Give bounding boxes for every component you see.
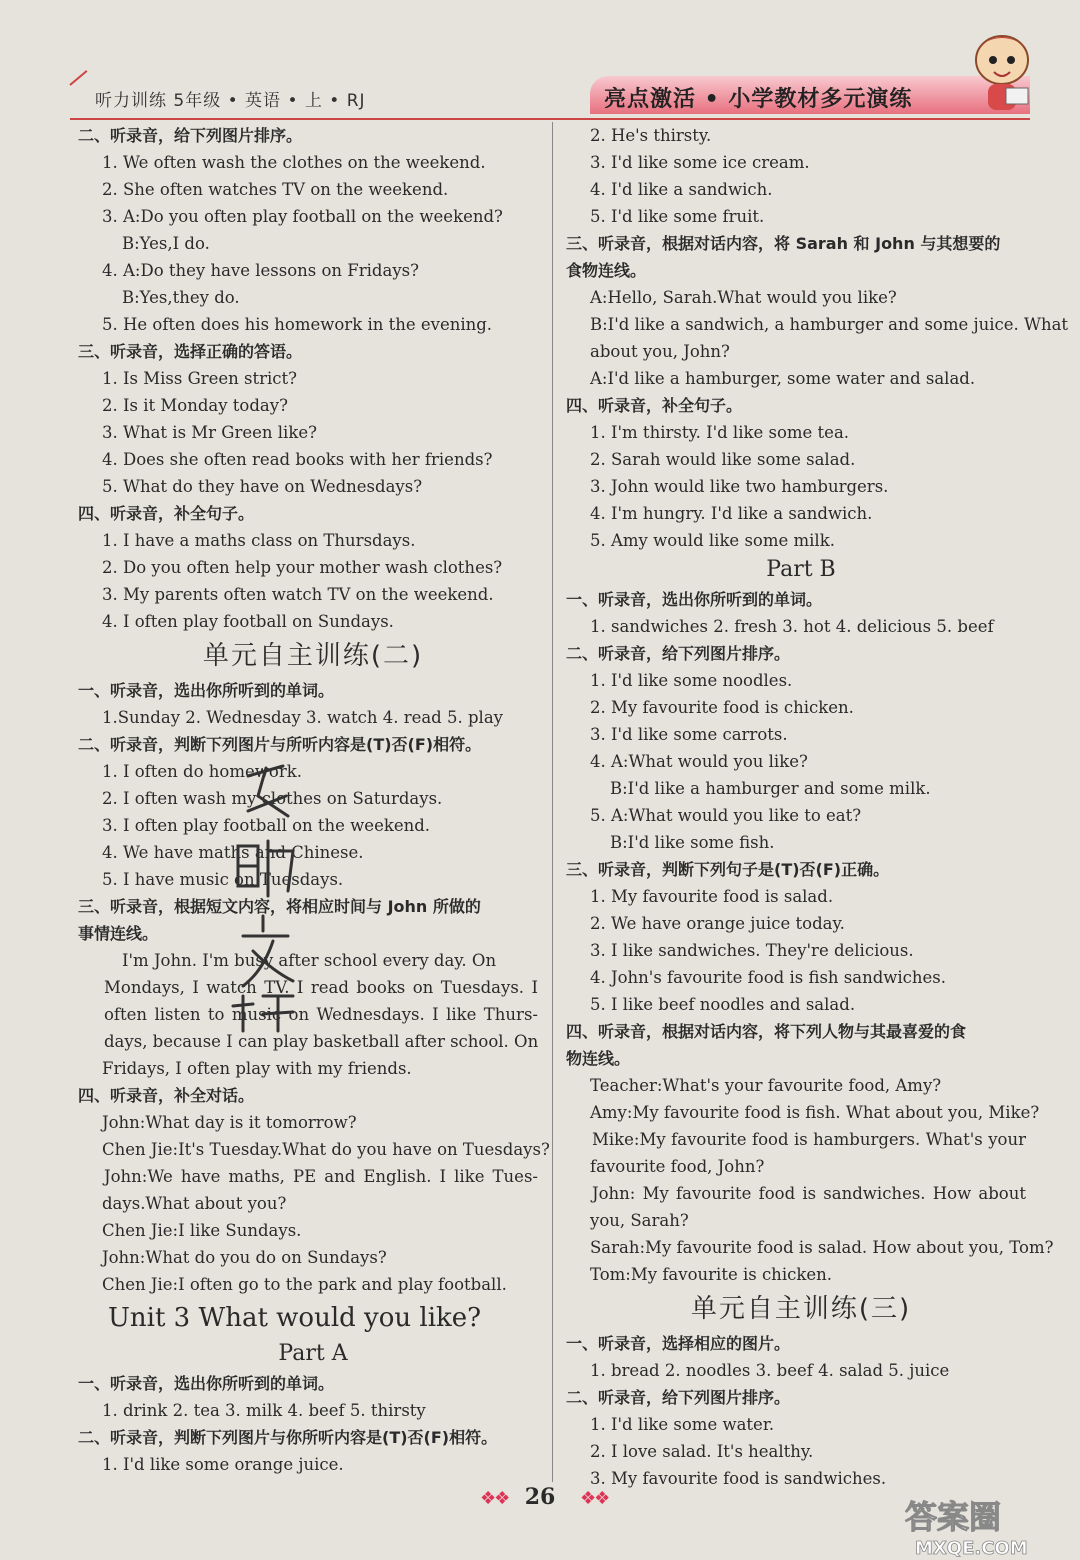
- page-ornament-left: ❖❖: [480, 1488, 509, 1509]
- section-heading: 事情连线。: [78, 924, 159, 943]
- text-line: 2. Is it Monday today?: [102, 396, 288, 415]
- text-line: 2. He's thirsty.: [590, 126, 712, 145]
- text-line: 2. I often wash my clothes on Saturdays.: [102, 789, 443, 808]
- text-line: John:We have maths, PE and English. I like Tues-: [104, 1167, 538, 1186]
- section-heading: 一、听录音，选择相应的图片。: [566, 1334, 791, 1353]
- text-line: 3. A:Do you often play football on the weekend?: [102, 207, 503, 226]
- section-heading: 四、听录音，补全句子。: [566, 396, 743, 415]
- text-line: often listen to music on Wednesdays. I like Thurs-: [104, 1005, 538, 1024]
- unit-training-title: 单元自主训练(三): [690, 1294, 912, 1324]
- text-line: 1. I have a maths class on Thursdays.: [102, 531, 416, 550]
- text-line: 2. I love salad. It's healthy.: [590, 1442, 814, 1461]
- text-line: 3. What is Mr Green like?: [102, 423, 317, 442]
- text-line: 4. I often play football on Sundays.: [102, 612, 394, 631]
- part-title: Part B: [766, 557, 836, 582]
- text-line: B:I'd like a hamburger and some milk.: [610, 779, 931, 798]
- text-line: Chen Jie:It's Tuesday.What do you have on Tuesdays?: [102, 1140, 550, 1159]
- page-header: [0, 0, 1080, 120]
- text-line: Amy:My favourite food is fish. What about you, Mike?: [590, 1103, 1040, 1122]
- watermark-logo: [895, 1490, 1075, 1560]
- text-line: days, because I can play basketball after school. On: [104, 1032, 539, 1051]
- text-line: 1. I'd like some orange juice.: [102, 1455, 344, 1474]
- text-line: A:I'd like a hamburger, some water and salad.: [590, 369, 976, 388]
- text-line: about you, John?: [590, 342, 730, 361]
- section-heading: 三、听录音，选择正确的答语。: [78, 342, 303, 361]
- watermark-top: 答案圈: [905, 1498, 1002, 1536]
- part-title: Part A: [278, 1341, 348, 1366]
- text-line: Chen Jie:I like Sundays.: [102, 1221, 302, 1240]
- text-line: John:What day is it tomorrow?: [102, 1113, 357, 1132]
- watermark-bottom: MXQE.COM: [915, 1538, 1028, 1559]
- header-book-info: 听力训练 5年级 • 英语 • 上 • RJ: [95, 91, 366, 111]
- text-line: 1.Sunday 2. Wednesday 3. watch 4. read 5. play: [102, 708, 503, 727]
- section-heading: 食物连线。: [566, 261, 647, 280]
- text-line: 1. I'd like some water.: [590, 1415, 775, 1434]
- text-line: B:Yes,they do.: [122, 288, 240, 307]
- text-line: 3. I'd like some ice cream.: [590, 153, 810, 172]
- text-line: 1. bread 2. noodles 3. beef 4. salad 5. juice: [590, 1361, 950, 1380]
- text-line: Mondays, I watch TV. I read books on Tuesdays. I: [104, 978, 538, 997]
- text-line: 3. I like sandwiches. They're delicious.: [590, 941, 914, 960]
- text-line: 4. John's favourite food is fish sandwiches.: [590, 968, 947, 987]
- text-line: 2. We have orange juice today.: [590, 914, 845, 933]
- text-line: 1. drink 2. tea 3. milk 4. beef 5. thirsty: [102, 1401, 426, 1420]
- text-line: Teacher:What's your favourite food, Amy?: [590, 1076, 942, 1095]
- section-heading: 物连线。: [566, 1049, 631, 1068]
- text-line: John: My favourite food is sandwiches. How about: [592, 1184, 1026, 1203]
- text-line: 5. What do they have on Wednesdays?: [102, 477, 423, 496]
- section-heading: 三、听录音，判断下列句子是(T)否(F)正确。: [566, 860, 890, 879]
- text-line: 5. I like beef noodles and salad.: [590, 995, 856, 1014]
- text-line: 5. I'd like some fruit.: [590, 207, 765, 226]
- left-column: [78, 122, 548, 1478]
- text-line: 4. I'm hungry. I'd like a sandwich.: [590, 504, 873, 523]
- text-line: 4. I'd like a sandwich.: [590, 180, 773, 199]
- text-line: 4. A:Do they have lessons on Fridays?: [102, 261, 419, 280]
- page-number: 26: [524, 1484, 556, 1510]
- header-rule: [70, 118, 1030, 120]
- section-heading: 四、听录音，根据对话内容，将下列人物与其最喜爱的食: [566, 1022, 967, 1041]
- text-line: 4. A:What would you like?: [590, 752, 808, 771]
- text-line: 1. We often wash the clothes on the weekend.: [102, 153, 486, 172]
- text-line: Mike:My favourite food is hamburgers. What's your: [592, 1130, 1026, 1149]
- text-line: 1. I'm thirsty. I'd like some tea.: [590, 423, 850, 442]
- text-line: B:I'd like a sandwich, a hamburger and some juice. What: [590, 315, 1069, 334]
- section-heading: 二、听录音，给下列图片排序。: [78, 126, 303, 145]
- section-heading: 三、听录音，根据短文内容，将相应时间与 John 所做的: [78, 897, 481, 916]
- section-heading: 一、听录音，选出你所听到的单词。: [78, 681, 335, 700]
- text-line: B:I'd like some fish.: [610, 833, 775, 852]
- text-line: 4. We have maths and Chinese.: [102, 843, 364, 862]
- header-series-title: 亮点激活 • 小学教材多元演练: [604, 87, 913, 112]
- section-heading: 一、听录音，选出你所听到的单词。: [566, 590, 823, 609]
- text-line: 3. I often play football on the weekend.: [102, 816, 431, 835]
- text-line: 3. My parents often watch TV on the weekend.: [102, 585, 494, 604]
- text-line: 1. I often do homework.: [102, 762, 302, 781]
- text-line: 5. I have music on Tuesdays.: [102, 870, 344, 889]
- section-heading: 二、听录音，给下列图片排序。: [566, 1388, 791, 1407]
- text-line: days.What about you?: [102, 1194, 287, 1213]
- section-heading: 二、听录音，给下列图片排序。: [566, 644, 791, 663]
- text-line: 5. A:What would you like to eat?: [590, 806, 862, 825]
- text-line: John:What do you do on Sundays?: [102, 1248, 387, 1267]
- section-heading: 三、听录音，根据对话内容，将 Sarah 和 John 与其想要的: [566, 234, 1001, 253]
- text-line: Fridays, I often play with my friends.: [102, 1059, 412, 1078]
- text-line: 1. I'd like some noodles.: [590, 671, 793, 690]
- text-line: 1. Is Miss Green strict?: [102, 369, 298, 388]
- text-line: 3. I'd like some carrots.: [590, 725, 788, 744]
- unit-training-title: 单元自主训练(二): [202, 641, 424, 671]
- text-line: I'm John. I'm busy after school every day. On: [122, 951, 497, 970]
- header-slash-decoration: [69, 70, 87, 86]
- text-line: 5. Amy would like some milk.: [590, 531, 835, 550]
- text-line: 1. sandwiches 2. fresh 3. hot 4. delicious 5. beef: [590, 617, 994, 636]
- text-line: B:Yes,I do.: [122, 234, 210, 253]
- text-line: 5. He often does his homework in the evening.: [102, 315, 493, 334]
- page-ornament-right: ❖❖: [580, 1488, 609, 1509]
- text-line: Chen Jie:I often go to the park and play football.: [102, 1275, 507, 1294]
- section-heading: 一、听录音，选出你所听到的单词。: [78, 1374, 335, 1393]
- handwritten-annotation: [228, 756, 308, 1036]
- text-line: 3. John would like two hamburgers.: [590, 477, 889, 496]
- right-column: [566, 122, 1069, 1492]
- text-line: 2. She often watches TV on the weekend.: [102, 180, 449, 199]
- text-line: 2. My favourite food is chicken.: [590, 698, 854, 717]
- text-line: 1. My favourite food is salad.: [590, 887, 834, 906]
- text-line: Sarah:My favourite food is salad. How about you, Tom?: [590, 1238, 1054, 1257]
- mascot-icon: [966, 30, 1038, 114]
- text-line: favourite food, John?: [590, 1157, 765, 1176]
- section-heading: 四、听录音，补全对话。: [78, 1086, 255, 1105]
- text-line: 4. Does she often read books with her friends?: [102, 450, 493, 469]
- text-line: you, Sarah?: [590, 1211, 689, 1230]
- text-line: 3. My favourite food is sandwiches.: [590, 1469, 887, 1488]
- section-heading: 二、听录音，判断下列图片与所听内容是(T)否(F)相符。: [78, 735, 482, 754]
- section-heading: 二、听录音，判断下列图片与你所听内容是(T)否(F)相符。: [78, 1428, 498, 1447]
- text-line: 2. Sarah would like some salad.: [590, 450, 856, 469]
- unit-title: Unit 3 What would you like?: [108, 1303, 482, 1333]
- text-line: Tom:My favourite is chicken.: [590, 1265, 832, 1284]
- section-heading: 四、听录音，补全句子。: [78, 504, 255, 523]
- text-line: A:Hello, Sarah.What would you like?: [590, 288, 897, 307]
- column-divider: [552, 122, 553, 1482]
- text-line: 2. Do you often help your mother wash clothes?: [102, 558, 503, 577]
